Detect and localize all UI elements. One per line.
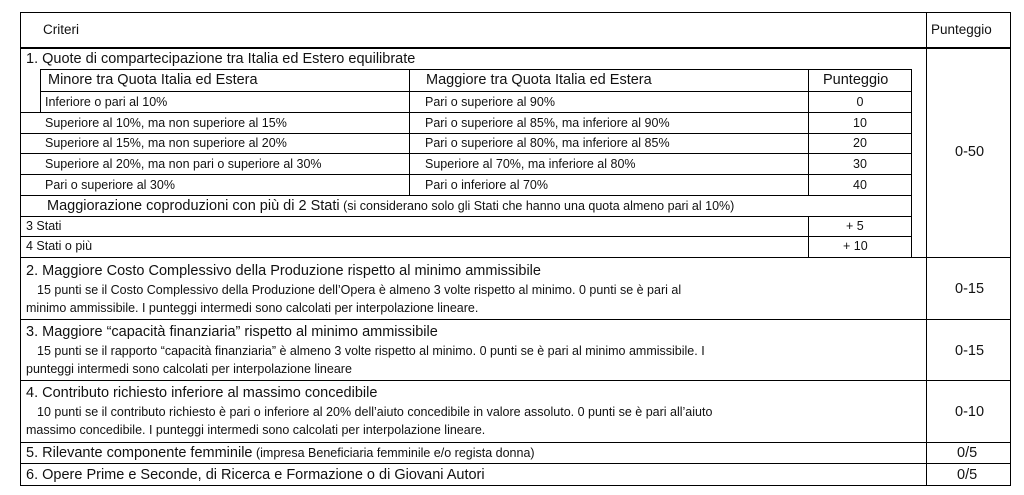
grid-line (409, 69, 410, 195)
row-minore: Pari o superiore al 30% (45, 178, 175, 192)
maggiorazione-heading (47, 197, 734, 215)
grid-line (20, 195, 911, 196)
section-5-note: (impresa Beneficiaria femminile e/o regista donna) (255, 446, 535, 460)
grid-line (20, 236, 911, 237)
section-5-title: 5. Rilevante componente femminile (26, 445, 253, 461)
grid-line (40, 91, 911, 92)
row-punteggio: 20 (853, 136, 867, 150)
section-3-score: 0-15 (955, 343, 985, 359)
stati-label: 4 Stati o più (26, 239, 93, 253)
grid-line (20, 380, 1011, 381)
grid-line (40, 69, 41, 112)
section-2-score: 0-15 (955, 281, 985, 297)
grid-line (20, 319, 1011, 320)
grid-line (20, 112, 911, 113)
grid-line (20, 48, 1011, 49)
col-maggiore-header: Maggiore tra Quota Italia ed Estera (426, 72, 652, 88)
col-punteggio-header: Punteggio (823, 72, 889, 88)
row-maggiore: Superiore al 70%, ma inferiore al 80% (425, 157, 636, 171)
grid-line (20, 257, 1011, 258)
section-6-title: 6. Opere Prime e Seconde, di Ricerca e Formazione o di Giovani Autori (26, 467, 485, 483)
stati-label: 3 Stati (26, 219, 62, 233)
maggiorazione-note: (si considerano solo gli Stati che hanno una quota almeno pari al 10%) (343, 199, 735, 213)
row-minore: Inferiore o pari al 10% (45, 95, 168, 109)
section-3-line-1: 15 punti se il rapporto “capacità finanziaria” è almeno 3 volte rispetto al minimo. 0 punti se è pari al minimo ammissibile. I (37, 344, 705, 358)
maggiorazione-title: Maggiorazione coproduzioni con più di 2 Stati (47, 198, 340, 214)
section-4-title: 4. Contributo richiesto inferiore al massimo concedibile (26, 385, 378, 401)
row-minore: Superiore al 10%, ma non superiore al 15% (45, 116, 287, 130)
section-2-line-2: minimo ammissibile. I punteggi intermedi sono calcolati per interpolazione lineare. (26, 301, 479, 315)
section-1-score: 0-50 (955, 144, 985, 160)
row-punteggio: 40 (853, 178, 867, 192)
grid-line (20, 12, 21, 486)
row-minore: Superiore al 15%, ma non superiore al 20% (45, 136, 287, 150)
section-2-title: 2. Maggiore Costo Complessivo della Produzione rispetto al minimo ammissibile (26, 263, 541, 279)
section-6-score: 0/5 (957, 467, 978, 483)
stati-bonus: + 5 (846, 219, 864, 233)
row-minore: Superiore al 20%, ma non pari o superiore al 30% (45, 157, 322, 171)
row-maggiore: Pari o inferiore al 70% (425, 178, 548, 192)
row-punteggio: 0 (856, 95, 864, 109)
stati-bonus: + 10 (843, 239, 868, 253)
header-punteggio: Punteggio (931, 22, 992, 37)
section-1-title: 1. Quote di compartecipazione tra Italia ed Estero equilibrate (26, 51, 416, 67)
section-4-score: 0-10 (955, 404, 985, 420)
section-5-score: 0/5 (957, 445, 978, 461)
grid-line (1010, 12, 1011, 486)
grid-line (20, 12, 1011, 13)
grid-line (20, 153, 911, 154)
row-maggiore: Pari o superiore al 80%, ma inferiore al 85% (425, 136, 670, 150)
section-5-row (26, 444, 535, 462)
row-punteggio: 10 (853, 116, 867, 130)
section-3-title: 3. Maggiore “capacità finanziaria” rispetto al minimo ammissibile (26, 324, 438, 340)
row-punteggio: 30 (853, 157, 867, 171)
grid-line (20, 442, 1011, 443)
grid-line (40, 69, 911, 70)
grid-line (20, 485, 1011, 486)
grid-line (20, 133, 911, 134)
section-4-line-2: massimo concedibile. I punteggi intermedi sono calcolati per interpolazione lineare. (26, 423, 486, 437)
section-2-line-1: 15 punti se il Costo Complessivo della Produzione dell’Opera è almeno 3 volte rispetto al minimo. 0 punti se è pari al (37, 283, 682, 297)
grid-line (926, 12, 927, 486)
grid-line (20, 216, 911, 217)
header-criteri: Criteri (43, 22, 79, 37)
grid-line (20, 463, 1011, 464)
row-maggiore: Pari o superiore al 85%, ma inferiore al 90% (425, 116, 670, 130)
grid-line (808, 216, 809, 257)
col-minore-header: Minore tra Quota Italia ed Estera (48, 72, 258, 88)
grid-line (20, 174, 911, 175)
section-3-line-2: punteggi intermedi sono calcolati per interpolazione lineare (26, 362, 352, 376)
grid-line (911, 69, 912, 257)
section-4-line-1: 10 punti se il contributo richiesto è pari o inferiore al 20% dell’aiuto concedibile in valore assoluto. 0 punti se è pari all’aiuto (37, 405, 713, 419)
row-maggiore: Pari o superiore al 90% (425, 95, 555, 109)
